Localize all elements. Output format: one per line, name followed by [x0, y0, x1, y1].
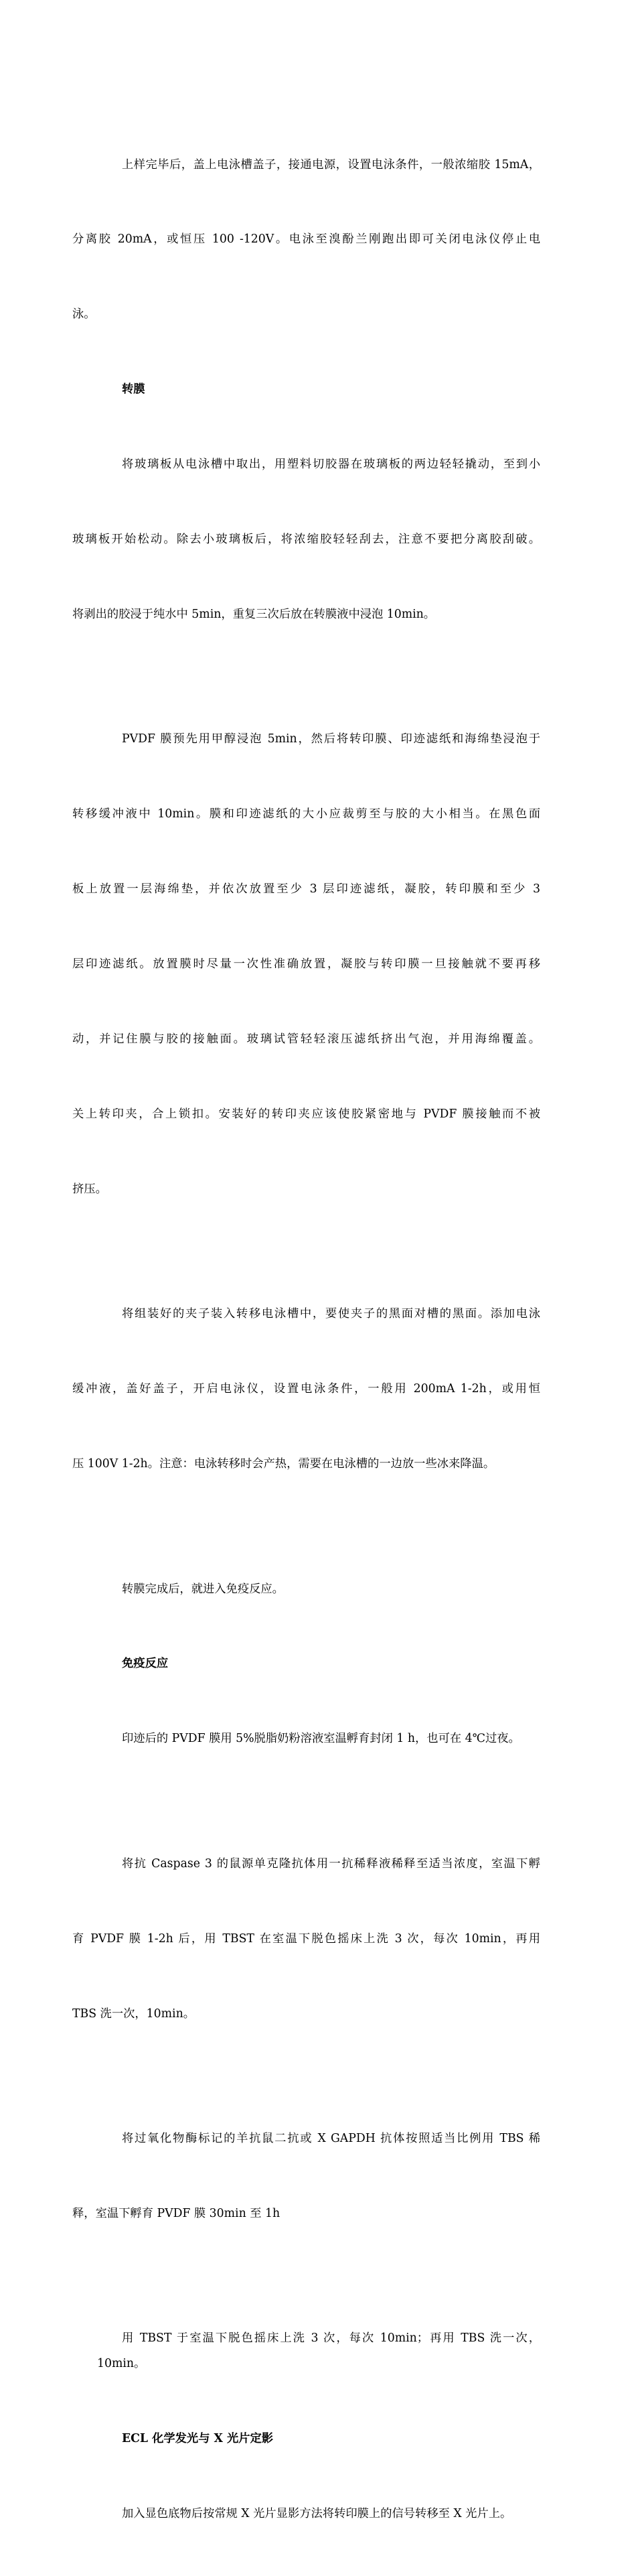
- section-heading-ecl: ECL 化学发光与 X 光片定影: [122, 2431, 274, 2445]
- text-line: 关上转印夹，合上锁扣。安装好的转印夹应该使胶紧密地与 PVDF 膜接触而不被: [72, 1107, 540, 1121]
- text-line: 将组装好的夹子装入转移电泳槽中，要使夹子的黑面对槽的黑面。添加电泳: [122, 1307, 540, 1321]
- text-line: 用 TBST 于室温下脱色摇床上洗 3 次，每次 10min；再用 TBS 洗一次，10min。: [97, 2331, 540, 2370]
- paragraph-wash: [97, 2277, 540, 2427]
- paragraph-transfer-complete: [97, 1527, 540, 1651]
- text-line: 上样完毕后，盖上电泳槽盖子，接通电源，设置电泳条件，一般浓缩胶 15mA，: [122, 157, 540, 172]
- text-line: 将剥出的胶浸于纯水中 5min，重复三次后放在转膜液中浸泡 10min。: [72, 607, 436, 621]
- text-line: 挤压。: [72, 1182, 107, 1196]
- paragraph-blocking: [97, 1677, 540, 1802]
- text-line: 将过氧化物酶标记的羊抗鼠二抗或 X GAPDH 抗体按照适当比例用 TBS 稀: [122, 2132, 540, 2146]
- text-line: 动，并记住膜与胶的接触面。玻璃试管轻轻滚压滤纸挤出气泡，并用海绵覆盖。: [72, 1032, 540, 1046]
- text-line: 释，室温下孵育 PVDF 膜 30min 至 1h: [72, 2206, 281, 2220]
- document-page: [72, 103, 540, 2576]
- text-line: 加入显色底物后按常规 X 光片显影方法将转印膜上的信号转移至 X 光片上。: [122, 2506, 512, 2520]
- paragraph-primary-antibody: [72, 1802, 540, 2076]
- text-line: 板上放置一层海绵垫，并依次放置至少 3 层印迹滤纸，凝胶，转印膜和至少 3: [72, 882, 540, 896]
- text-line: 玻璃板开始松动。除去小玻璃板后，将浓缩胶轻轻刮去，注意不要把分离胶刮破。: [72, 533, 540, 547]
- paragraph-develop: [97, 2451, 540, 2576]
- text-line: 转移缓冲液中 10min。膜和印迹滤纸的大小应裁剪至与胶的大小相当。在黑色面: [72, 807, 540, 821]
- text-line: 泳。: [72, 308, 96, 322]
- text-line: 印迹后的 PVDF 膜用 5%脱脂奶粉溶液室温孵育封闭 1 h，也可在 4℃过夜。: [122, 1732, 520, 1746]
- paragraph-electrophoresis: [72, 103, 540, 377]
- section-heading-transfer: 转膜: [122, 383, 145, 397]
- text-line: 层印迹滤纸。放置膜时尽量一次性准确放置，凝胶与转印膜一旦接触就不要再移: [72, 957, 540, 971]
- text-line: 将抗 Caspase 3 的鼠源单克隆抗体用一抗稀释液稀释至适当浓度，室温下孵: [122, 1856, 540, 1871]
- text-line: 将玻璃板从电泳槽中取出，用塑料切胶器在玻璃板的两边轻轻撬动，至到小: [122, 458, 540, 472]
- text-line: 缓冲液，盖好盖子，开启电泳仪，设置电泳条件，一般用 200mA 1-2h，或用恒: [72, 1382, 540, 1396]
- text-line: PVDF 膜预先用甲醇浸泡 5min，然后将转印膜、印迹滤纸和海绵垫浸泡于: [122, 732, 540, 746]
- section-heading-immunoreaction: 免疫反应: [122, 1657, 169, 1671]
- text-line: 转膜完成后，就进入免疫反应。: [122, 1582, 284, 1596]
- text-line: 分离胶 20mA，或恒压 100 -120V。电泳至溴酚兰刚跑出即可关闭电泳仪停止电: [72, 232, 540, 247]
- paragraph-transfer-tank: [72, 1252, 540, 1527]
- text-line: 育 PVDF 膜 1-2h 后，用 TBST 在室温下脱色摇床上洗 3 次，每次 10min，再用: [72, 1931, 540, 1946]
- paragraph-secondary-antibody: [72, 2076, 540, 2276]
- text-line: 压 100V 1-2h。注意：电泳转移时会产热，需要在电泳槽的一边放一些冰来降温。: [72, 1457, 495, 1471]
- text-line: TBS 洗一次，10min。: [72, 2007, 195, 2021]
- paragraph-remove-gel: [72, 403, 540, 677]
- paragraph-pvdf-setup: [72, 677, 540, 1252]
